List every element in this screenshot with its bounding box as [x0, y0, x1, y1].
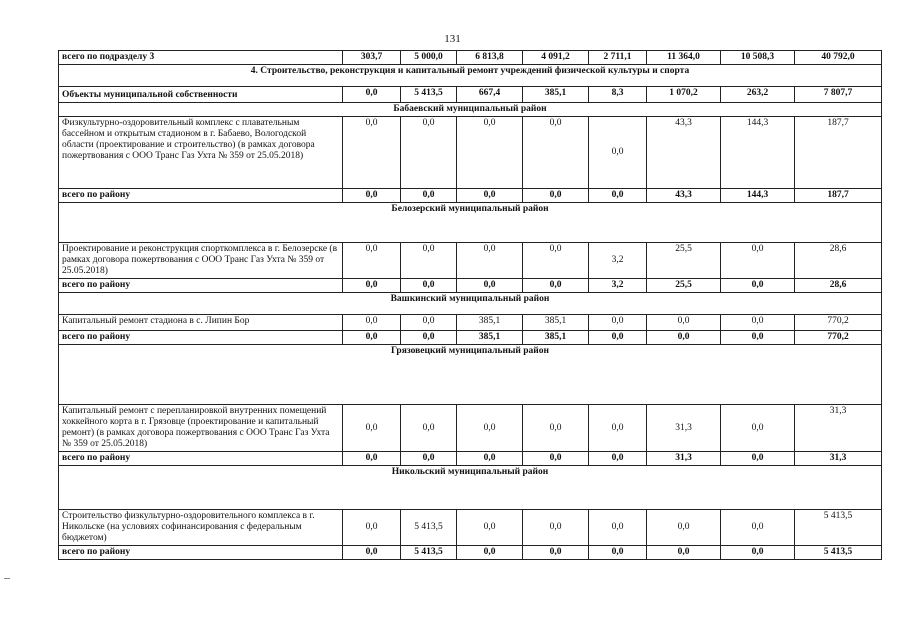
value-cell: 0,0: [457, 243, 523, 279]
value-cell: 0,0: [457, 546, 523, 560]
value-cell: 0,0: [401, 405, 457, 452]
value-cell: 2 711,1: [589, 51, 647, 65]
budget-table: [58, 50, 882, 560]
value-cell: 31,3: [647, 405, 721, 452]
value-cell: 187,7: [795, 189, 882, 203]
district-heading: Бабаевский муниципальный район: [59, 103, 882, 117]
value-cell: 263,2: [721, 87, 795, 103]
total-label: всего по району: [59, 546, 343, 560]
value-cell: 0,0: [457, 510, 523, 546]
value-cell: 3,2: [589, 279, 647, 293]
total-row: [59, 189, 882, 203]
total-label: всего по подразделу 3: [59, 51, 343, 65]
value-cell: 25,5: [647, 243, 721, 279]
value-cell: 40 792,0: [795, 51, 882, 65]
value-cell: 0,0: [523, 279, 589, 293]
value-cell: 385,1: [523, 87, 589, 103]
district-row: [59, 203, 882, 243]
section-heading: 4. Строительство, реконструкция и капитальный ремонт учреждений физической культуры и спорта: [59, 65, 882, 87]
total-label: всего по району: [59, 279, 343, 293]
total-label: всего по району: [59, 189, 343, 203]
value-cell: 0,0: [721, 243, 795, 279]
value-cell: 0,0: [589, 189, 647, 203]
value-cell: 25,5: [647, 279, 721, 293]
value-cell: 385,1: [457, 331, 523, 345]
value-cell: 385,1: [523, 331, 589, 345]
total-row: [59, 87, 882, 103]
value-cell: 0,0: [647, 331, 721, 345]
value-cell: 0,0: [647, 315, 721, 331]
value-cell: 31,3: [795, 405, 882, 452]
item-row: [59, 243, 882, 279]
value-cell: 0,0: [343, 510, 401, 546]
value-cell: 0,0: [721, 546, 795, 560]
value-cell: 43,3: [647, 117, 721, 189]
value-cell: 303,7: [343, 51, 401, 65]
object-name: Физкультурно-оздоровительный комплекс с плавательным бассейном и открытым стадионом в г. Бабаево, Вологодской области (проектирование и строительство) (в рамках договора пожертвования с ООО Транс Газ Ухта № 359 от 25.05.2018): [59, 117, 343, 189]
total-row: [59, 452, 882, 466]
value-cell: 0,0: [457, 405, 523, 452]
value-cell: 0,0: [401, 279, 457, 293]
value-cell: 0,0: [343, 189, 401, 203]
value-cell: 0,0: [523, 405, 589, 452]
value-cell: 0,0: [457, 452, 523, 466]
value-cell: 385,1: [457, 315, 523, 331]
value-cell: 187,7: [795, 117, 882, 189]
value-cell: 0,0: [721, 315, 795, 331]
value-cell: 31,3: [795, 452, 882, 466]
value-cell: 770,2: [795, 315, 882, 331]
value-cell: 0,0: [523, 510, 589, 546]
value-cell: 0,0: [589, 510, 647, 546]
value-cell: 0,0: [523, 117, 589, 189]
district-row: [59, 466, 882, 510]
value-cell: 0,0: [523, 243, 589, 279]
value-cell: 0,0: [589, 452, 647, 466]
value-cell: 144,3: [721, 189, 795, 203]
total-row: [59, 51, 882, 65]
value-cell: 11 364,0: [647, 51, 721, 65]
total-label: всего по району: [59, 452, 343, 466]
value-cell: 5 413,5: [401, 546, 457, 560]
object-name: Проектирование и реконструкция спорткомплекса в г. Белозерске (в рамках договора пожертвования с ООО Транс Газ Ухта № 359 от 25.05.2018): [59, 243, 343, 279]
value-cell: 0,0: [401, 243, 457, 279]
item-row: [59, 405, 882, 452]
value-cell: 385,1: [523, 315, 589, 331]
total-label: Объекты муниципальной собственности: [59, 87, 343, 103]
section-row: [59, 65, 882, 87]
value-cell: 0,0: [401, 117, 457, 189]
total-row: [59, 331, 882, 345]
value-cell: 28,6: [795, 243, 882, 279]
value-cell: 43,3: [647, 189, 721, 203]
value-cell: 0,0: [647, 546, 721, 560]
item-row: [59, 510, 882, 546]
value-cell: 0,0: [523, 189, 589, 203]
district-row: [59, 293, 882, 315]
value-cell: 3,2: [589, 243, 647, 279]
value-cell: 0,0: [721, 510, 795, 546]
value-cell: 5 413,5: [401, 87, 457, 103]
value-cell: 0,0: [343, 546, 401, 560]
value-cell: 28,6: [795, 279, 882, 293]
value-cell: 0,0: [523, 452, 589, 466]
value-cell: 0,0: [343, 452, 401, 466]
table-body: [59, 51, 882, 560]
value-cell: 0,0: [343, 117, 401, 189]
value-cell: 0,0: [457, 117, 523, 189]
value-cell: 0,0: [721, 452, 795, 466]
value-cell: 0,0: [343, 405, 401, 452]
object-name: Капитальный ремонт с перепланировкой внутренних помещений хоккейного корта в г. Грязовце (проектирование и капитальный ремонт) (в рамках договора пожертвования с ООО Транс Газ Ухта № 359 от 25.05.2018): [59, 405, 343, 452]
value-cell: 0,0: [401, 315, 457, 331]
total-label: всего по району: [59, 331, 343, 345]
value-cell: 0,0: [343, 279, 401, 293]
value-cell: 0,0: [343, 331, 401, 345]
value-cell: 0,0: [401, 452, 457, 466]
value-cell: 0,0: [401, 189, 457, 203]
district-heading: Никольский муниципальный район: [59, 466, 882, 510]
value-cell: 0,0: [343, 87, 401, 103]
margin-mark: [4, 578, 10, 579]
value-cell: 0,0: [647, 510, 721, 546]
value-cell: 1 070,2: [647, 87, 721, 103]
value-cell: 0,0: [589, 331, 647, 345]
value-cell: 5 413,5: [401, 510, 457, 546]
value-cell: 0,0: [589, 546, 647, 560]
value-cell: 0,0: [589, 405, 647, 452]
value-cell: 31,3: [647, 452, 721, 466]
value-cell: 0,0: [721, 405, 795, 452]
value-cell: 0,0: [721, 331, 795, 345]
value-cell: 0,0: [589, 315, 647, 331]
page-number: 131: [444, 33, 461, 45]
value-cell: 6 813,8: [457, 51, 523, 65]
total-row: [59, 279, 882, 293]
district-heading: Белозерский муниципальный район: [59, 203, 882, 243]
object-name: Капитальный ремонт стадиона в с. Липин Бор: [59, 315, 343, 331]
value-cell: 0,0: [523, 546, 589, 560]
value-cell: 7 807,7: [795, 87, 882, 103]
value-cell: 0,0: [457, 189, 523, 203]
value-cell: 0,0: [343, 243, 401, 279]
value-cell: 0,0: [343, 315, 401, 331]
object-name: Строительство физкультурно-оздоровительного комплекса в г. Никольске (на условиях софинансирования с федеральным бюджетом): [59, 510, 343, 546]
item-row: [59, 117, 882, 189]
total-row: [59, 546, 882, 560]
value-cell: 667,4: [457, 87, 523, 103]
district-heading: Грязовецкий муниципальный район: [59, 345, 882, 405]
value-cell: 10 508,3: [721, 51, 795, 65]
district-row: [59, 345, 882, 405]
item-row: [59, 315, 882, 331]
value-cell: 0,0: [401, 331, 457, 345]
value-cell: 0,0: [589, 117, 647, 189]
value-cell: 5 413,5: [795, 546, 882, 560]
value-cell: 144,3: [721, 117, 795, 189]
value-cell: 5 413,5: [795, 510, 882, 546]
value-cell: 0,0: [457, 279, 523, 293]
value-cell: 770,2: [795, 331, 882, 345]
value-cell: 0,0: [721, 279, 795, 293]
district-row: [59, 103, 882, 117]
value-cell: 4 091,2: [523, 51, 589, 65]
district-heading: Вашкинский муниципальный район: [59, 293, 882, 315]
value-cell: 5 000,0: [401, 51, 457, 65]
value-cell: 8,3: [589, 87, 647, 103]
